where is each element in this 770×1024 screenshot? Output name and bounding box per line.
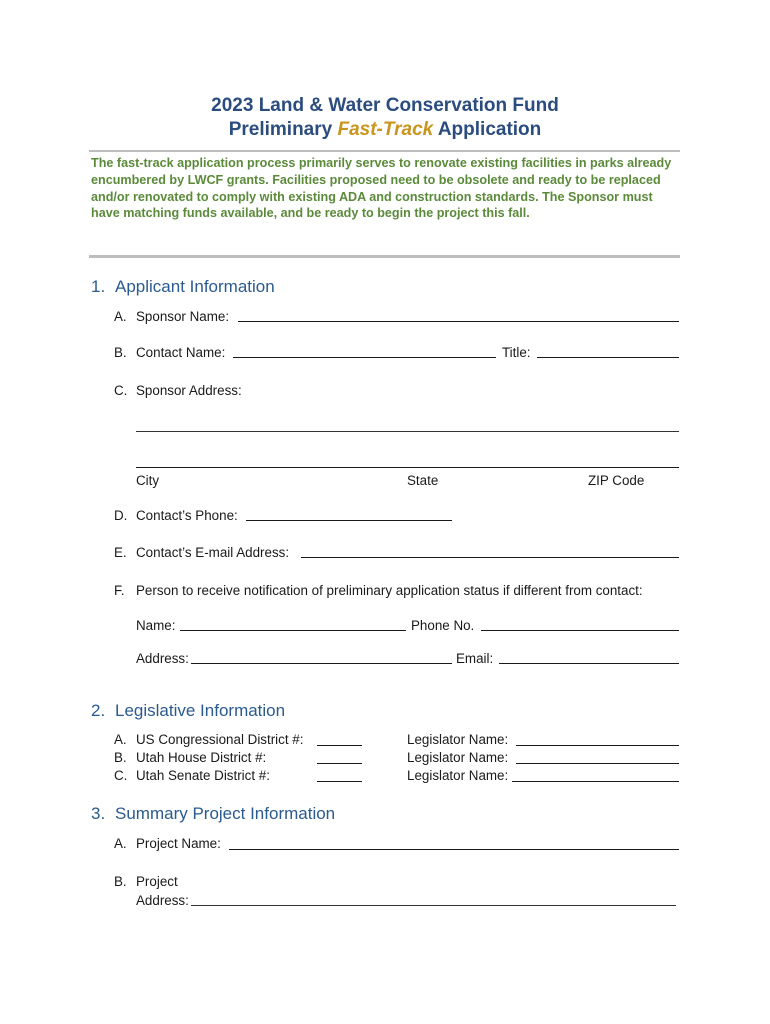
form-title-line1: 2023 Land & Water Conservation Fund bbox=[211, 95, 559, 116]
notify-name-field[interactable] bbox=[180, 630, 406, 631]
intro-top-rule bbox=[89, 150, 680, 152]
title-suffix: Application bbox=[433, 119, 542, 140]
congressional-district-field[interactable] bbox=[317, 745, 362, 746]
section-1-title: Applicant Information bbox=[115, 277, 275, 296]
congressional-legislator-label: Legislator Name: bbox=[407, 732, 509, 747]
contact-phone-field[interactable] bbox=[246, 520, 452, 521]
section-3-heading bbox=[91, 804, 335, 824]
congressional-legislator-field[interactable] bbox=[516, 745, 679, 746]
zip-code-label: ZIP Code bbox=[588, 473, 645, 488]
project-name-field[interactable] bbox=[229, 849, 679, 850]
intro-text: The fast-track application process primarily serves to renovate existing facilities in parks already encumbered by LWCF grants. Facilities proposed need to be obsolete and ready to be replaced and/or renovated to comply with existing ADA and construction standards. The Sponsor must have matching funds available, and be ready to begin the project this fall. bbox=[91, 156, 672, 221]
notify-name-label: Name: bbox=[136, 618, 176, 633]
congressional-district-label: A. US Congressional District #: bbox=[114, 732, 304, 747]
contact-name-label: B. Contact Name: bbox=[114, 345, 226, 360]
senate-district-field[interactable] bbox=[317, 781, 362, 782]
sponsor-address-line2-field[interactable] bbox=[136, 467, 679, 468]
notify-phone-field[interactable] bbox=[481, 630, 679, 631]
senate-district-label: C. Utah Senate District #: bbox=[114, 768, 270, 783]
notify-email-field[interactable] bbox=[499, 663, 679, 664]
contact-title-field[interactable] bbox=[537, 357, 679, 358]
project-address-label-2: Address: bbox=[136, 893, 189, 908]
house-legislator-label: Legislator Name: bbox=[407, 750, 509, 765]
project-address-field[interactable] bbox=[191, 905, 676, 906]
house-district-label: B. Utah House District #: bbox=[114, 750, 267, 765]
state-label: State bbox=[407, 473, 439, 488]
house-legislator-field[interactable] bbox=[516, 763, 679, 764]
form-title-line2 bbox=[0, 118, 770, 141]
notify-email-label: Email: bbox=[456, 651, 494, 666]
project-address-label-1: B. Project bbox=[114, 874, 178, 889]
notify-address-label: Address: bbox=[136, 651, 189, 666]
project-name-label: A. Project Name: bbox=[114, 836, 221, 851]
section-2-number: 2. bbox=[91, 701, 106, 720]
city-label: City bbox=[136, 473, 160, 488]
senate-legislator-field[interactable] bbox=[512, 781, 679, 782]
section-2-heading bbox=[91, 701, 285, 721]
notify-address-field[interactable] bbox=[191, 663, 452, 664]
section-1-heading bbox=[91, 277, 275, 297]
contact-title-label: Title: bbox=[502, 345, 531, 360]
section-1-number: 1. bbox=[91, 277, 106, 296]
senate-legislator-label: Legislator Name: bbox=[407, 768, 509, 783]
house-district-field[interactable] bbox=[317, 763, 362, 764]
sponsor-name-label: A. Sponsor Name: bbox=[114, 309, 230, 324]
section-2-title: Legislative Information bbox=[115, 701, 286, 720]
section-3-number: 3. bbox=[91, 804, 106, 823]
title-fast-track: Fast-Track bbox=[337, 119, 434, 140]
contact-name-field[interactable] bbox=[233, 357, 496, 358]
sponsor-address-label: C. Sponsor Address: bbox=[114, 383, 242, 398]
sponsor-address-line1-field[interactable] bbox=[136, 431, 679, 432]
section-3-title: Summary Project Information bbox=[115, 804, 336, 823]
contact-phone-label: D. Contact’s Phone: bbox=[114, 508, 238, 523]
notification-person-label: F. Person to receive notification of preliminary application status if different from contact: bbox=[114, 583, 643, 598]
contact-email-label: E. Contact’s E-mail Address: bbox=[114, 545, 290, 560]
sponsor-name-field[interactable] bbox=[238, 321, 679, 322]
intro-bottom-rule bbox=[89, 255, 680, 258]
notify-phone-label: Phone No. bbox=[411, 618, 475, 633]
title-prefix: Preliminary bbox=[228, 119, 338, 140]
contact-email-field[interactable] bbox=[301, 557, 679, 558]
